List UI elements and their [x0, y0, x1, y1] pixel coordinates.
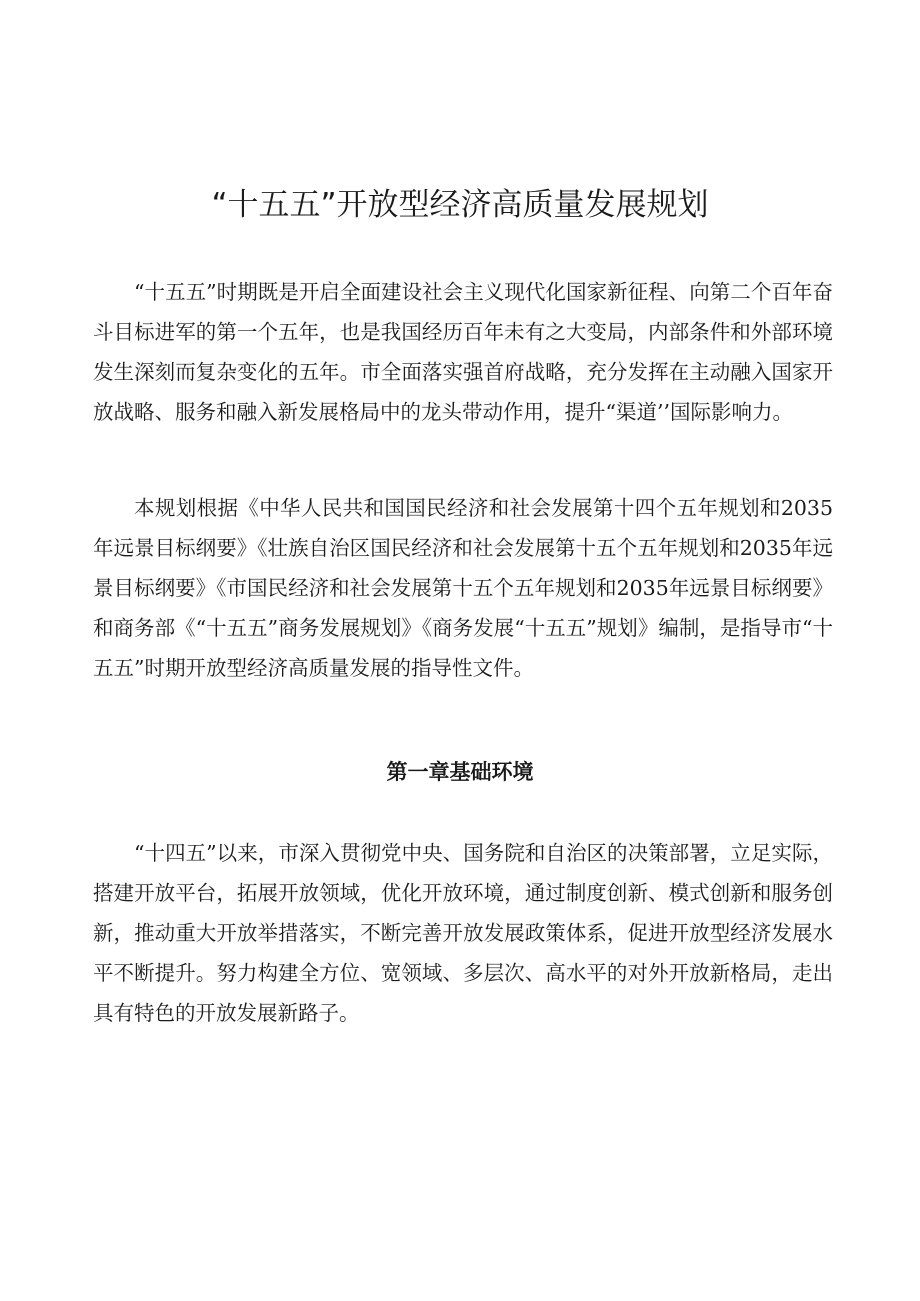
chapter-heading: 第一章基础环境 [386, 760, 534, 784]
intro-paragraph: “十五五”时期既是开启全面建设社会主义现代化国家新征程、向第二个百年奋斗目标进军的第一个五年，也是我国经历百年未有之大变局，内部条件和外部环境发生深刻而复杂变化的五年。市全面落实强首府战略，充分发挥在主动融入国家开放战略、服务和融入新发展格局中的龙头带动作用，提升“渠道’’国际影响力。 [93, 280, 833, 424]
document-title: “十五五”开放型经济高质量发展规划 [211, 187, 709, 223]
chapter-paragraph: “十四五”以来，市深入贯彻党中央、国务院和自治区的决策部署，立足实际，搭建开放平台，拓展开放领域，优化开放环境，通过制度创新、模式创新和服务创新，推动重大开放举措落实，不断完善开放发展政策体系，促进开放型经济发展水平不断提升。努力构建全方位、宽领域、多层次、高水平的对外开放新格局，走出具有特色的开放发展新路子。 [93, 841, 833, 1025]
intro-paragraph: 本规划根据《中华人民共和国国民经济和社会发展第十四个五年规划和2035年远景目标纲要》《壮族自治区国民经济和社会发展第十五个五年规划和2035年远景目标纲要》《市国民经济和社会发展第十五个五年规划和2035年远景目标纲要》和商务部《“十五五”商务发展规划》《商务发展“十五五”规划》编制，是指导市“十五五”时期开放型经济高质量发展的指导性文件。 [93, 496, 833, 680]
